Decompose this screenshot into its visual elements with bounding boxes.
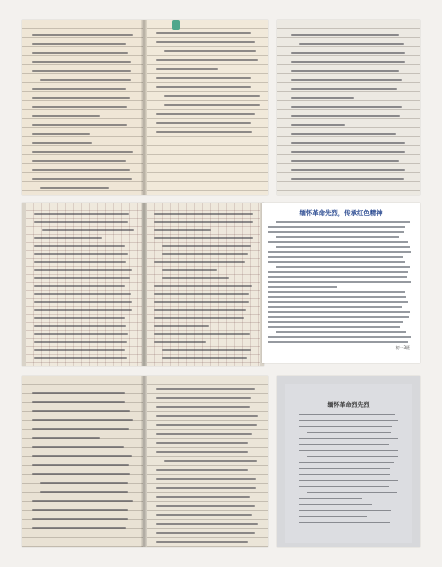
text-line	[291, 97, 354, 99]
text-line	[268, 276, 407, 278]
text-line	[34, 293, 131, 295]
text-line	[156, 424, 257, 426]
text-line	[156, 433, 252, 435]
text-line	[32, 43, 126, 45]
text-line	[32, 151, 133, 153]
text-line	[156, 532, 255, 534]
text-line	[32, 34, 133, 36]
text-line	[156, 131, 252, 133]
text-line	[164, 95, 260, 97]
text-line	[156, 86, 251, 88]
text-line	[268, 231, 404, 233]
text-line	[34, 221, 128, 223]
text-line	[276, 236, 399, 238]
text-line	[291, 70, 399, 72]
text-line	[154, 301, 249, 303]
text-line	[156, 32, 251, 34]
text-line	[299, 504, 372, 505]
text-line	[268, 311, 410, 313]
text-line	[299, 474, 390, 475]
text-line	[34, 325, 126, 327]
text-line	[162, 349, 251, 351]
text-line	[34, 261, 126, 263]
text-line	[34, 349, 125, 351]
text-line	[34, 277, 130, 279]
text-line	[32, 106, 127, 108]
text-line	[156, 397, 251, 399]
text-line	[32, 133, 90, 135]
text-line	[156, 41, 255, 43]
notebook-photo-5	[22, 376, 268, 547]
text-line	[156, 415, 258, 417]
text-line	[299, 516, 367, 517]
text-line	[32, 455, 132, 457]
text-line	[154, 261, 245, 263]
text-line	[291, 160, 399, 162]
text-line	[32, 169, 130, 171]
printed-article	[262, 203, 420, 363]
text-line	[291, 106, 402, 108]
text-line	[156, 442, 248, 444]
text-line	[156, 523, 258, 525]
text-line	[34, 357, 127, 359]
text-line	[32, 518, 128, 520]
text-line	[291, 142, 405, 144]
text-line	[154, 341, 206, 343]
text-line	[164, 50, 256, 52]
text-line	[40, 187, 109, 189]
text-line	[32, 70, 131, 72]
text-line	[34, 309, 132, 311]
text-line	[268, 336, 411, 338]
text-line	[40, 79, 131, 81]
text-line	[154, 293, 249, 295]
text-line	[299, 414, 395, 415]
text-line	[291, 151, 405, 153]
text-line	[299, 468, 390, 469]
text-line	[156, 451, 248, 453]
text-line	[156, 514, 252, 516]
text-line	[291, 178, 404, 180]
text-line	[299, 444, 389, 445]
text-line	[32, 410, 130, 412]
printed-page-title: 缅怀革命烈先烈	[327, 402, 370, 409]
text-line	[164, 460, 257, 462]
text-line	[32, 446, 124, 448]
text-line	[32, 509, 128, 511]
text-line	[291, 133, 396, 135]
text-line	[291, 88, 397, 90]
text-line	[299, 498, 362, 499]
text-line	[291, 34, 399, 36]
text-line	[162, 245, 251, 247]
text-line	[32, 464, 129, 466]
text-line	[156, 113, 255, 115]
text-line	[34, 253, 128, 255]
text-line	[154, 309, 246, 311]
text-line	[156, 122, 251, 124]
text-line	[154, 333, 250, 335]
text-line	[268, 286, 337, 288]
text-line	[34, 237, 102, 239]
text-line	[32, 124, 127, 126]
text-line	[40, 491, 128, 493]
text-line	[307, 456, 398, 457]
text-line	[34, 213, 129, 215]
text-line	[34, 333, 128, 335]
printed-page-photo	[277, 376, 420, 547]
text-line	[268, 256, 403, 258]
text-line	[154, 285, 252, 287]
text-line	[156, 487, 256, 489]
text-line	[299, 480, 398, 481]
text-line	[299, 420, 398, 421]
text-line	[268, 326, 400, 328]
text-line	[156, 541, 248, 543]
text-line	[34, 341, 127, 343]
text-line	[156, 77, 251, 79]
text-line	[32, 61, 131, 63]
text-line	[32, 115, 100, 117]
pen-cap	[172, 20, 180, 30]
text-line	[34, 269, 132, 271]
text-line	[32, 97, 130, 99]
text-line	[291, 79, 402, 81]
text-line	[42, 229, 134, 231]
text-line	[268, 226, 405, 228]
text-line	[162, 269, 217, 271]
text-line	[156, 59, 258, 61]
text-line	[156, 496, 250, 498]
text-line	[299, 438, 398, 439]
text-line	[156, 469, 248, 471]
text-line	[156, 505, 255, 507]
text-line	[291, 169, 405, 171]
text-line	[162, 277, 229, 279]
text-line	[32, 419, 133, 421]
text-line	[154, 213, 253, 215]
text-line	[32, 527, 126, 529]
text-line	[154, 325, 209, 327]
text-line	[299, 450, 398, 451]
text-line	[299, 426, 392, 427]
notebook-photo-3	[22, 203, 264, 366]
text-line	[32, 437, 100, 439]
text-line	[34, 317, 125, 319]
text-line	[32, 88, 126, 90]
text-line	[268, 251, 411, 253]
notebook-right-page	[147, 20, 268, 195]
text-line	[299, 462, 394, 463]
article-signature: 初一3班	[395, 345, 410, 350]
text-line	[32, 392, 125, 394]
notebook-photo-1	[22, 20, 268, 195]
text-line	[268, 296, 406, 298]
text-line	[162, 357, 247, 359]
text-line	[34, 285, 125, 287]
text-line	[32, 160, 126, 162]
text-line	[32, 428, 129, 430]
text-line	[32, 473, 130, 475]
text-line	[32, 401, 125, 403]
text-line	[291, 61, 405, 63]
text-line	[156, 68, 218, 70]
text-line	[32, 142, 92, 144]
text-line	[299, 43, 404, 45]
text-line	[154, 221, 253, 223]
text-line	[276, 266, 410, 268]
text-line	[268, 291, 405, 293]
ruled-lines	[147, 20, 268, 195]
text-line	[40, 482, 128, 484]
text-line	[268, 341, 408, 343]
text-line	[268, 241, 408, 243]
text-line	[268, 306, 402, 308]
text-line	[162, 253, 248, 255]
text-line	[299, 522, 390, 523]
text-line	[307, 492, 397, 493]
text-line	[164, 104, 260, 106]
text-line	[276, 331, 406, 333]
text-line	[34, 245, 125, 247]
text-line	[299, 486, 389, 487]
text-line	[307, 432, 391, 433]
text-line	[156, 478, 256, 480]
text-line	[156, 406, 250, 408]
text-line	[276, 221, 410, 223]
text-line	[156, 388, 255, 390]
text-line	[32, 500, 133, 502]
text-line	[268, 271, 408, 273]
text-line	[291, 52, 405, 54]
text-line	[268, 301, 408, 303]
text-line	[32, 178, 132, 180]
text-line	[154, 237, 253, 239]
text-line	[299, 510, 391, 511]
text-line	[154, 317, 244, 319]
text-line	[154, 229, 211, 231]
text-line	[268, 281, 411, 283]
text-line	[32, 52, 128, 54]
notebook-photo-2	[277, 20, 420, 195]
article-title: 缅怀革命先烈，传承红色精神	[299, 209, 383, 217]
text-line	[268, 261, 405, 263]
text-line	[291, 124, 345, 126]
text-line	[276, 246, 410, 248]
text-line	[268, 316, 409, 318]
text-line	[291, 115, 400, 117]
text-line	[34, 301, 132, 303]
text-line	[268, 321, 403, 323]
